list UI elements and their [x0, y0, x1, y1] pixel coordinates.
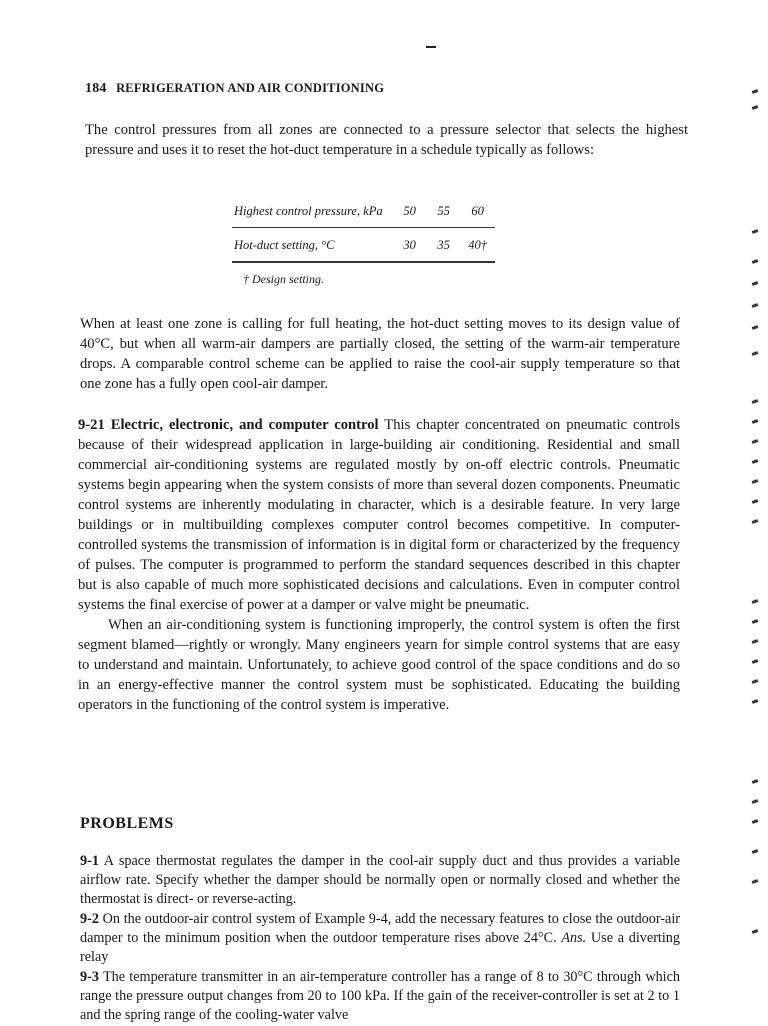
running-head [85, 80, 384, 97]
page-number: 184 [85, 81, 107, 96]
problem-item [80, 910, 680, 967]
table-cell: 40† [461, 228, 495, 263]
answer-text: Use a diverting relay [80, 930, 680, 965]
section-title: 9-21 Electric, electronic, and computer control [78, 417, 379, 433]
problem-item [80, 968, 680, 1025]
section-paragraph-2: When an air-conditioning system is functioning improperly, the control system is often the first segment blamed—rightly or wrongly. Many engineers yearn for simple control systems that are easy to understand and maintain. Unfortunately, to achieve good control of the space conditions and do so in an energy-effective manner the control system must be sophisticated. Educating the building operators in the functioning of the control system is imperative. [78, 617, 680, 713]
problem-number: 9-2 [80, 911, 99, 927]
problem-item [80, 852, 680, 909]
problem-text: A space thermostat regulates the damper in the cool-air supply duct and thus provides a variable airflow rate. Specify whether the damper should be normally open or normally closed and whether the thermostat is direct- or reverse-acting. [80, 853, 680, 907]
table-cell: 60 [461, 200, 495, 228]
table-cell: 30 [393, 228, 427, 263]
section-9-21 [78, 415, 680, 715]
table-cell: 55 [427, 200, 461, 228]
section-body: This chapter concentrated on pneumatic controls because of their widespread application in large-building air conditioning. Residential and small commercial air-conditioning systems are regulated mostly by on-off electric controls. Pneumatic systems begin appearing when the system consists of more than several dozen components. Pneumatic control systems are inherently modulating in character, which is a desirable feature. In very large buildings or in multibuilding complexes computer control becomes competitive. In computer-controlled systems the transmission of information is in digital form or characterized by the frequency of pulses. The computer is programmed to perform the standard sequences described in this chapter but is also capable of much more sophisticated decisions and calculations. Even in computer control systems the final exercise of power at a damper or valve might be pneumatic. [78, 417, 680, 613]
schedule-table [232, 200, 495, 263]
table-row [232, 228, 495, 263]
row-label: Highest control pressure, kPa [232, 200, 393, 228]
running-title: REFRIGERATION AND AIR CONDITIONING [116, 81, 385, 95]
problem-text: The temperature transmitter in an air-temperature controller has a range of 8 to 30°C through which range the pressure output changes from 20 to 100 kPa. If the gain of the receiver-controller is set at 2 to 1 and the spring range of the cooling-water valve [80, 969, 680, 1023]
paragraph-text: When at least one zone is calling for full heating, the hot-duct setting moves to its design value of 40°C, but when all warm-air dampers are partially closed, the setting of the warm-air temperature drops. A comparable control scheme can be applied to raise the cool-air supply temperature so that one zone has a fully open cool-air damper. [80, 316, 680, 392]
problems-list [80, 852, 680, 1026]
problem-number: 9-3 [80, 969, 99, 985]
intro-paragraph: The control pressures from all zones are connected to a pressure selector that selects the highest pressure and uses it to reset the hot-duct temperature in a schedule typically as follows: [85, 122, 688, 158]
section-paragraph [78, 415, 680, 615]
table-cell: 50 [393, 200, 427, 228]
problem-text: On the outdoor-air control system of Example 9-4, add the necessary features to close the outdoor-air damper to the minimum position when the outdoor temperature rises above 24°C. [80, 911, 680, 946]
answer-label: Ans. [561, 930, 587, 946]
intro-paragraph-block [85, 120, 688, 160]
row-label: Hot-duct setting, °C [232, 228, 393, 263]
table-row [232, 200, 495, 228]
problems-heading: PROBLEMS [80, 815, 174, 832]
table-cell: 35 [427, 228, 461, 263]
scan-mark [426, 46, 436, 48]
table-footnote: † Design setting. [243, 272, 324, 286]
paragraph-block [80, 314, 680, 394]
problem-number: 9-1 [80, 853, 99, 869]
page-edge-marks [740, 60, 764, 1020]
